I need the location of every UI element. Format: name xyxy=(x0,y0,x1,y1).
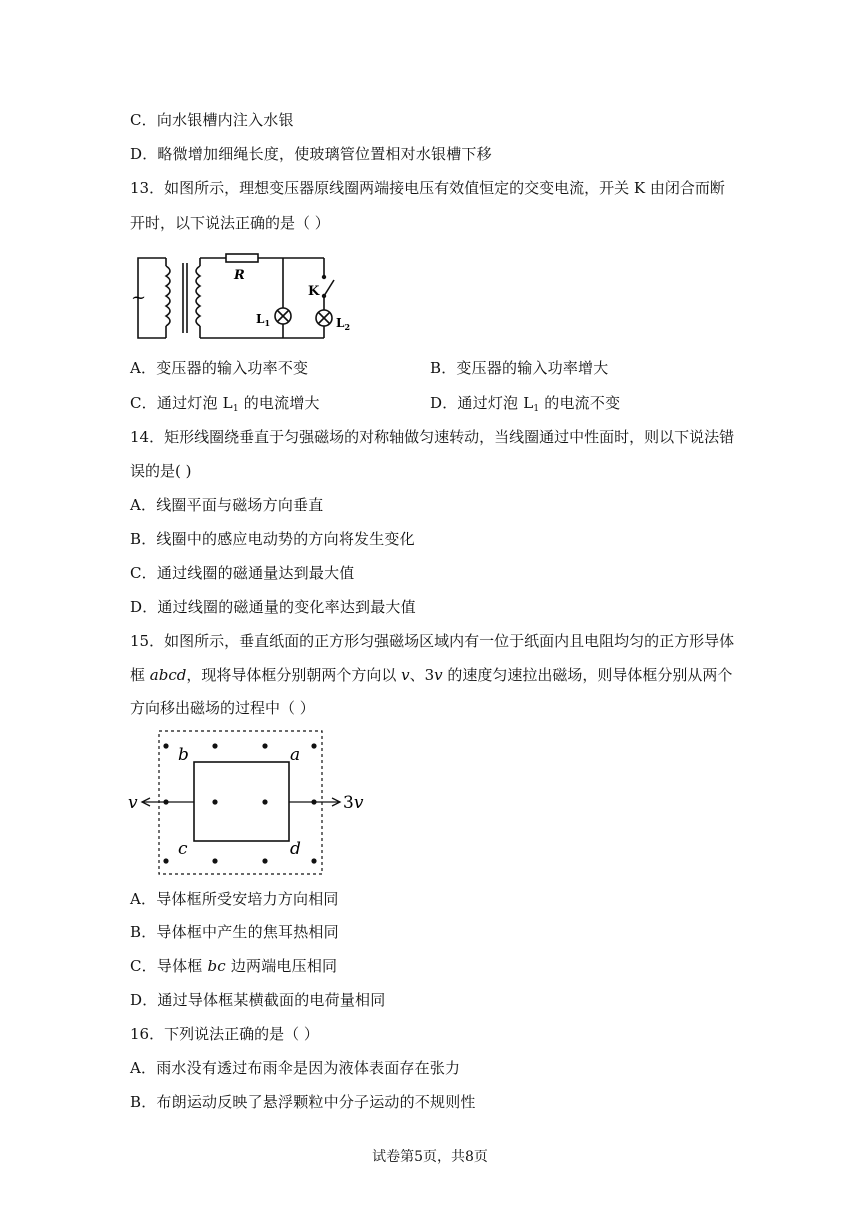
q14-option-c: C．通过线圈的磁通量达到最大值 xyxy=(130,564,355,582)
q14-stem-line2: 误的是( ) xyxy=(130,462,192,480)
q15-stem-line2: 框 abcd，现将导体框分别朝两个方向以 v、3v 的速度匀速拉出磁场，则导体框分别从两个 xyxy=(130,666,733,684)
page-footer: 试卷第5页，共8页 xyxy=(372,1149,488,1165)
lamp2-label: $L_2$ xyxy=(336,316,351,332)
q16-stem: 16．下列说法正确的是（ ） xyxy=(130,1025,319,1043)
q14-option-b: B．线圈中的感应电动势的方向将发生变化 xyxy=(130,530,415,548)
ac-source-symbol: ~ xyxy=(131,287,147,308)
q15-stem-line1: 15．如图所示，垂直纸面的正方形匀强磁场区域内有一位于纸面内且电阻均匀的正方形导体 xyxy=(130,632,735,650)
q15-option-d: D．通过导体框某横截面的电荷量相同 xyxy=(130,991,386,1009)
q16-option-b: B．布朗运动反映了悬浮颗粒中分子运动的不规则性 xyxy=(130,1093,476,1111)
q14-stem-line1: 14．矩形线圈绕垂直于匀强磁场的对称轴做匀速转动，当线圈通过中性面时，则以下说法错 xyxy=(130,428,735,446)
corner-label-c: c xyxy=(178,839,188,859)
q14-option-d: D．通过线圈的磁通量的变化率达到最大值 xyxy=(130,598,416,616)
q13-stem-line2: 开时，以下说法正确的是（ ） xyxy=(130,214,330,232)
q13-stem-line1: 13．如图所示，理想变压器原线圈两端接电压有效值恒定的交变电流，开关 K 由闭合而断 xyxy=(130,179,725,197)
q15-magnetic-field-diagram xyxy=(126,728,376,878)
q13-option-c: C．通过灯泡 $L_1$ 的电流增大 xyxy=(130,394,320,414)
q13-circuit-diagram xyxy=(128,248,358,348)
q13-option-d: D．通过灯泡 $L_1$ 的电流不变 xyxy=(430,394,621,414)
velocity-label-left: v xyxy=(128,793,138,813)
q13-option-a: A．变压器的输入功率不变 xyxy=(130,359,309,377)
q15-stem-line3: 方向移出磁场的过程中（ ） xyxy=(130,699,315,717)
q15-option-b: B．导体框中产生的焦耳热相同 xyxy=(130,923,339,941)
velocity-label-right: 3v xyxy=(343,793,364,813)
corner-label-d: d xyxy=(290,839,301,859)
corner-label-a: a xyxy=(290,745,301,765)
q12-option-c: C．向水银槽内注入水银 xyxy=(130,111,294,129)
resistor-label: R xyxy=(234,268,245,283)
q13-option-b: B．变压器的输入功率增大 xyxy=(430,359,609,377)
lamp1-label: $L_1$ xyxy=(256,312,271,328)
q15-option-a: A．导体框所受安培力方向相同 xyxy=(130,890,339,908)
q16-option-a: A．雨水没有透过布雨伞是因为液体表面存在张力 xyxy=(130,1059,461,1077)
q12-option-d: D．略微增加细绳长度，使玻璃管位置相对水银槽下移 xyxy=(130,145,492,163)
corner-label-b: b xyxy=(178,745,189,765)
q15-option-c: C．导体框 bc 边两端电压相同 xyxy=(130,957,338,975)
q14-option-a: A．线圈平面与磁场方向垂直 xyxy=(130,496,324,514)
switch-label: K xyxy=(308,284,320,299)
